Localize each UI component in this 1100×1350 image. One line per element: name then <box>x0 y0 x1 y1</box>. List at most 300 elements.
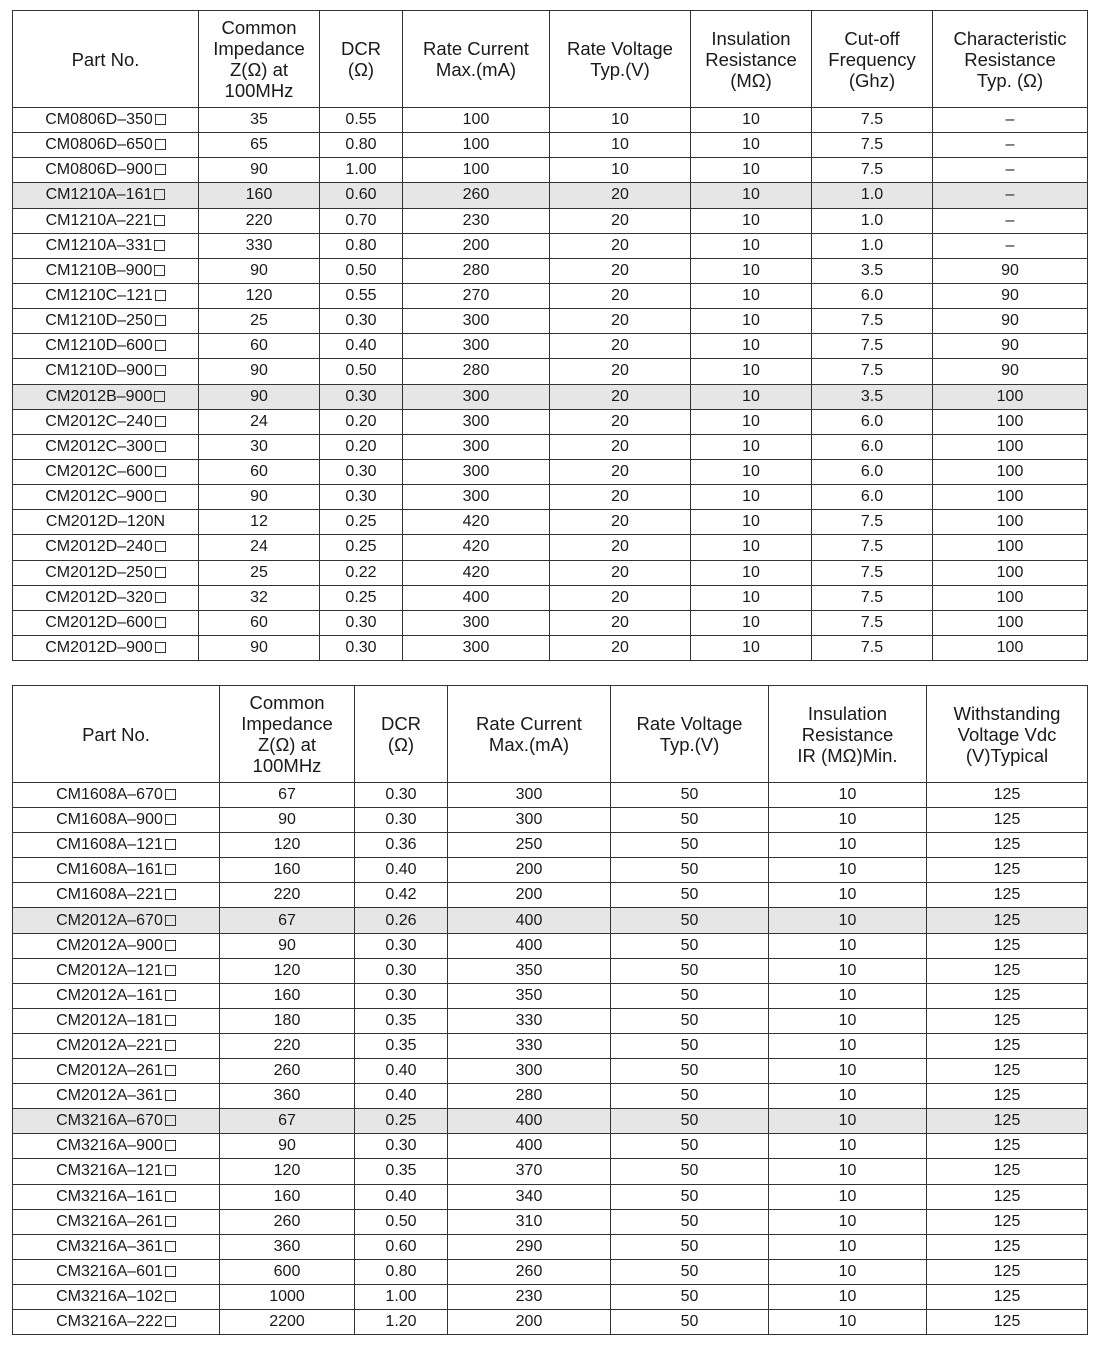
table-cell: 60 <box>199 610 320 635</box>
table-cell: 400 <box>448 908 611 933</box>
table-cell: 20 <box>550 384 691 409</box>
table-cell: 1.00 <box>320 158 403 183</box>
suffix-box-icon <box>154 215 165 226</box>
suffix-box-icon <box>165 915 176 926</box>
column-header: Insulation Resistance IR (MΩ)Min. <box>769 686 927 783</box>
table-cell: 0.30 <box>355 808 448 833</box>
table-cell: 300 <box>403 384 550 409</box>
table-cell: 6.0 <box>812 283 933 308</box>
table-row <box>13 1008 1088 1033</box>
part-number: CM1210C–121 <box>45 287 153 305</box>
part-number-cell <box>13 183 199 208</box>
table-2-body <box>13 783 1088 1335</box>
table-cell: 20 <box>550 283 691 308</box>
suffix-box-icon <box>155 541 166 552</box>
column-header: Rate Current Max.(mA) <box>403 11 550 108</box>
part-number: CM3216A–222 <box>56 1313 163 1331</box>
table-cell: 65 <box>199 133 320 158</box>
table-cell: 10 <box>691 283 812 308</box>
part-number-cell <box>13 309 199 334</box>
table-cell: 7.5 <box>812 585 933 610</box>
table-cell: 0.30 <box>320 485 403 510</box>
table-cell: 10 <box>691 434 812 459</box>
table-cell: 0.30 <box>355 933 448 958</box>
table-cell: 7.5 <box>812 133 933 158</box>
table-cell: 0.50 <box>320 258 403 283</box>
part-number-cell <box>13 334 199 359</box>
table-cell: 220 <box>220 883 355 908</box>
column-header: Rate Voltage Typ.(V) <box>550 11 691 108</box>
part-number-cell <box>13 359 199 384</box>
table-cell: 0.30 <box>320 384 403 409</box>
part-number-cell <box>13 635 199 660</box>
table-cell: 90 <box>933 258 1088 283</box>
table-cell: 20 <box>550 459 691 484</box>
part-number: CM1210A–221 <box>45 211 153 229</box>
table-cell: 370 <box>448 1159 611 1184</box>
part-number: CM2012D–900 <box>45 639 153 657</box>
table-cell: 50 <box>611 1109 769 1134</box>
part-number: CM3216A–670 <box>56 1112 163 1130</box>
table-cell: 20 <box>550 585 691 610</box>
table-cell: 300 <box>448 808 611 833</box>
part-number-cell <box>13 1059 220 1084</box>
table-cell: 0.30 <box>320 309 403 334</box>
table-cell: 50 <box>611 1184 769 1209</box>
suffix-box-icon <box>165 940 176 951</box>
table-cell: 0.50 <box>320 359 403 384</box>
table-cell: 50 <box>611 1209 769 1234</box>
table-cell: 50 <box>611 1234 769 1259</box>
table-cell: 0.30 <box>355 1134 448 1159</box>
table-row <box>13 409 1088 434</box>
suffix-box-icon <box>155 441 166 452</box>
table-cell: 0.30 <box>355 783 448 808</box>
part-number-cell <box>13 1209 220 1234</box>
table-row <box>13 1084 1088 1109</box>
table-cell: 100 <box>933 510 1088 535</box>
table-cell: 10 <box>769 1109 927 1134</box>
column-header: Common Impedance Z(Ω) at 100MHz <box>220 686 355 783</box>
table-cell: 200 <box>448 883 611 908</box>
part-number-cell <box>13 610 199 635</box>
table-cell: 24 <box>199 535 320 560</box>
table-cell: 50 <box>611 783 769 808</box>
table-cell: 125 <box>927 958 1088 983</box>
table-cell: 10 <box>769 958 927 983</box>
table-cell: 10 <box>769 833 927 858</box>
part-number-cell <box>13 384 199 409</box>
table-cell: 50 <box>611 933 769 958</box>
table-cell: 420 <box>403 560 550 585</box>
table-cell: 300 <box>403 635 550 660</box>
table-cell: 20 <box>550 535 691 560</box>
suffix-box-icon <box>165 1291 176 1302</box>
table-cell: 7.5 <box>812 510 933 535</box>
table-cell: 0.30 <box>320 635 403 660</box>
table-cell: 125 <box>927 1008 1088 1033</box>
part-number: CM2012A–121 <box>56 961 163 979</box>
suffix-box-icon <box>154 391 165 402</box>
table-cell: 0.36 <box>355 833 448 858</box>
part-number-cell <box>13 1284 220 1309</box>
suffix-box-icon <box>165 1191 176 1202</box>
table-row <box>13 1033 1088 1058</box>
table-cell: 3.5 <box>812 258 933 283</box>
spec-table-2 <box>12 685 1088 1335</box>
table-cell: 10 <box>691 208 812 233</box>
table-cell: 20 <box>550 359 691 384</box>
table-cell: 67 <box>220 783 355 808</box>
part-number: CM3216A–161 <box>56 1187 163 1205</box>
table-cell: 125 <box>927 983 1088 1008</box>
part-number: CM2012C–900 <box>45 488 153 506</box>
table-cell: 125 <box>927 1084 1088 1109</box>
suffix-box-icon <box>165 1216 176 1227</box>
table-row <box>13 359 1088 384</box>
part-number: CM3216A–121 <box>56 1162 163 1180</box>
table-row <box>13 1059 1088 1084</box>
table-row <box>13 1209 1088 1234</box>
column-header: Withstanding Voltage Vdc (V)Typical <box>927 686 1088 783</box>
table-cell: 0.40 <box>320 334 403 359</box>
table-cell: 125 <box>927 1259 1088 1284</box>
table-cell: 0.30 <box>320 459 403 484</box>
part-number: CM1608A–670 <box>56 786 163 804</box>
part-number-cell <box>13 1259 220 1284</box>
table-cell: 0.80 <box>320 133 403 158</box>
table-cell: 0.35 <box>355 1008 448 1033</box>
table-cell: 50 <box>611 1033 769 1058</box>
table-cell: 60 <box>199 459 320 484</box>
table-cell: 120 <box>220 833 355 858</box>
table-cell: 0.55 <box>320 283 403 308</box>
table-1-header-row <box>13 11 1088 108</box>
suffix-box-icon <box>155 365 166 376</box>
table-cell: 0.55 <box>320 108 403 133</box>
table-row <box>13 334 1088 359</box>
part-number-cell <box>13 783 220 808</box>
table-cell: 0.26 <box>355 908 448 933</box>
column-header: Part No. <box>13 686 220 783</box>
table-row <box>13 1159 1088 1184</box>
table-cell: 10 <box>769 858 927 883</box>
table-cell: 0.25 <box>320 535 403 560</box>
part-number: CM3216A–900 <box>56 1137 163 1155</box>
table-cell: 6.0 <box>812 409 933 434</box>
table-cell: 90 <box>220 933 355 958</box>
part-number-cell <box>13 283 199 308</box>
table-cell: 10 <box>769 783 927 808</box>
table-cell: 7.5 <box>812 610 933 635</box>
table-cell: 160 <box>220 983 355 1008</box>
part-number-cell <box>13 233 199 258</box>
part-number-cell <box>13 1184 220 1209</box>
table-cell: 260 <box>220 1209 355 1234</box>
table-cell: 50 <box>611 983 769 1008</box>
table-cell: 400 <box>448 933 611 958</box>
table-cell: 0.35 <box>355 1033 448 1058</box>
table-cell: 10 <box>691 133 812 158</box>
table-cell: 7.5 <box>812 560 933 585</box>
table-cell: 10 <box>691 233 812 258</box>
table-cell: 10 <box>550 158 691 183</box>
table-cell: 0.40 <box>355 1084 448 1109</box>
part-number: CM2012A–670 <box>56 911 163 929</box>
table-cell: 90 <box>220 808 355 833</box>
table-cell: 10 <box>691 384 812 409</box>
part-number-cell <box>13 485 199 510</box>
table-cell: 330 <box>448 1033 611 1058</box>
table-cell: 125 <box>927 808 1088 833</box>
part-number: CM1210B–900 <box>45 261 153 279</box>
suffix-box-icon <box>165 789 176 800</box>
table-cell: 50 <box>611 958 769 983</box>
table-cell: 20 <box>550 635 691 660</box>
table-cell: 20 <box>550 560 691 585</box>
table-cell: 90 <box>220 1134 355 1159</box>
table-cell: 420 <box>403 535 550 560</box>
table-cell: 7.5 <box>812 108 933 133</box>
part-number-cell <box>13 1084 220 1109</box>
table-cell: 7.5 <box>812 158 933 183</box>
table-cell: 100 <box>403 108 550 133</box>
table-cell: 10 <box>769 1008 927 1033</box>
table-cell: 0.25 <box>320 585 403 610</box>
suffix-box-icon <box>155 114 166 125</box>
table-cell: 125 <box>927 1234 1088 1259</box>
table-cell: 50 <box>611 1134 769 1159</box>
table-cell: 20 <box>550 434 691 459</box>
table-cell: 10 <box>691 158 812 183</box>
table-cell: 220 <box>220 1033 355 1058</box>
table-cell: 10 <box>769 808 927 833</box>
part-number: CM2012D–320 <box>45 588 153 606</box>
suffix-box-icon <box>165 1040 176 1051</box>
part-number: CM2012A–181 <box>56 1011 163 1029</box>
table-cell: 0.25 <box>355 1109 448 1134</box>
table-cell: 10 <box>769 1234 927 1259</box>
table-cell: 330 <box>199 233 320 258</box>
table-cell: 7.5 <box>812 334 933 359</box>
part-number: CM2012A–900 <box>56 936 163 954</box>
table-row <box>13 1184 1088 1209</box>
column-header: Common Impedance Z(Ω) at 100MHz <box>199 11 320 108</box>
table-1-body <box>13 108 1088 661</box>
table-row <box>13 1259 1088 1284</box>
table-row <box>13 1134 1088 1159</box>
table-cell: 90 <box>199 635 320 660</box>
table-cell: 0.80 <box>355 1259 448 1284</box>
table-cell: 24 <box>199 409 320 434</box>
part-number: CM3216A–102 <box>56 1287 163 1305</box>
table-row <box>13 1109 1088 1134</box>
part-number: CM1608A–121 <box>56 836 163 854</box>
table-row <box>13 459 1088 484</box>
table-cell: 1.00 <box>355 1284 448 1309</box>
table-cell: 125 <box>927 1184 1088 1209</box>
table-cell: 125 <box>927 933 1088 958</box>
table-cell: 100 <box>403 158 550 183</box>
suffix-box-icon <box>165 965 176 976</box>
table-cell: 50 <box>611 1159 769 1184</box>
part-number: CM2012C–240 <box>45 412 153 430</box>
table-cell: 100 <box>933 409 1088 434</box>
table-cell: 50 <box>611 808 769 833</box>
table-cell: 160 <box>220 858 355 883</box>
table-cell: 125 <box>927 1134 1088 1159</box>
suffix-box-icon <box>165 1090 176 1101</box>
table-cell: 350 <box>448 958 611 983</box>
table-cell: 10 <box>691 108 812 133</box>
table-cell: 10 <box>769 1259 927 1284</box>
table-cell: 10 <box>691 585 812 610</box>
table-cell: 0.30 <box>320 610 403 635</box>
table-cell: 360 <box>220 1234 355 1259</box>
table-cell: 340 <box>448 1184 611 1209</box>
table-row <box>13 384 1088 409</box>
table-row <box>13 908 1088 933</box>
table-cell: 100 <box>933 635 1088 660</box>
table-cell: 0.25 <box>320 510 403 535</box>
table-cell: 10 <box>769 933 927 958</box>
table-cell: 10 <box>769 1033 927 1058</box>
suffix-box-icon <box>165 839 176 850</box>
part-number-cell <box>13 1008 220 1033</box>
table-cell: – <box>933 158 1088 183</box>
table-row <box>13 883 1088 908</box>
table-cell: 290 <box>448 1234 611 1259</box>
table-cell: 12 <box>199 510 320 535</box>
part-number: CM1608A–900 <box>56 811 163 829</box>
table-cell: 7.5 <box>812 359 933 384</box>
table-cell: 200 <box>448 858 611 883</box>
table-cell: 20 <box>550 208 691 233</box>
table-cell: 0.30 <box>355 958 448 983</box>
part-number: CM0806D–900 <box>45 161 153 179</box>
table-cell: 10 <box>769 1084 927 1109</box>
table-cell: 280 <box>448 1084 611 1109</box>
table-cell: 230 <box>448 1284 611 1309</box>
table-cell: 10 <box>691 485 812 510</box>
suffix-box-icon <box>165 1241 176 1252</box>
table-cell: 125 <box>927 1033 1088 1058</box>
part-number: CM1210D–250 <box>45 312 153 330</box>
table-cell: 125 <box>927 1159 1088 1184</box>
table-cell: 20 <box>550 409 691 434</box>
table-row <box>13 233 1088 258</box>
part-number: CM3216A–261 <box>56 1212 163 1230</box>
table-cell: 0.40 <box>355 1059 448 1084</box>
table-cell: 6.0 <box>812 485 933 510</box>
column-header: DCR (Ω) <box>320 11 403 108</box>
table-row <box>13 808 1088 833</box>
suffix-box-icon <box>165 1065 176 1076</box>
table-cell: 2200 <box>220 1309 355 1334</box>
table-cell: 0.42 <box>355 883 448 908</box>
suffix-box-icon <box>165 990 176 1001</box>
table-cell: 10 <box>550 108 691 133</box>
table-cell: 30 <box>199 434 320 459</box>
table-cell: – <box>933 233 1088 258</box>
table-row <box>13 783 1088 808</box>
table-cell: 100 <box>933 610 1088 635</box>
part-number-cell <box>13 1234 220 1259</box>
suffix-box-icon <box>154 265 165 276</box>
table-cell: 100 <box>933 560 1088 585</box>
table-cell: 10 <box>691 334 812 359</box>
table-cell: 0.20 <box>320 409 403 434</box>
part-number-cell <box>13 585 199 610</box>
table-cell: 0.60 <box>355 1234 448 1259</box>
part-number: CM2012A–221 <box>56 1036 163 1054</box>
table-cell: 90 <box>199 158 320 183</box>
table-cell: 20 <box>550 485 691 510</box>
part-number-cell <box>13 108 199 133</box>
table-cell: 125 <box>927 783 1088 808</box>
table-row <box>13 283 1088 308</box>
column-header: DCR (Ω) <box>355 686 448 783</box>
table-cell: 20 <box>550 334 691 359</box>
table-cell: 10 <box>769 1134 927 1159</box>
table-cell: 125 <box>927 1059 1088 1084</box>
table-cell: 300 <box>448 1059 611 1084</box>
table-cell: 10 <box>769 1159 927 1184</box>
column-header: Characteristic Resistance Typ. (Ω) <box>933 11 1088 108</box>
table-row <box>13 133 1088 158</box>
table-cell: 50 <box>611 1008 769 1033</box>
table-row <box>13 535 1088 560</box>
part-number-cell <box>13 158 199 183</box>
part-number-cell <box>13 1309 220 1334</box>
table-cell: 50 <box>611 1059 769 1084</box>
table-cell: 90 <box>199 384 320 409</box>
suffix-box-icon <box>155 592 166 603</box>
column-header: Part No. <box>13 11 199 108</box>
part-number: CM1210D–900 <box>45 362 153 380</box>
table-cell: 300 <box>403 434 550 459</box>
table-cell: 120 <box>220 1159 355 1184</box>
part-number: CM1210A–161 <box>45 186 153 204</box>
part-number: CM2012C–300 <box>45 437 153 455</box>
table-cell: 100 <box>933 434 1088 459</box>
table-cell: 20 <box>550 258 691 283</box>
table-cell: 1000 <box>220 1284 355 1309</box>
suffix-box-icon <box>165 1115 176 1126</box>
table-cell: 90 <box>199 258 320 283</box>
column-header: Cut-off Frequency (Ghz) <box>812 11 933 108</box>
table-row <box>13 485 1088 510</box>
part-number: CM1210A–331 <box>45 236 153 254</box>
part-number: CM1608A–221 <box>56 886 163 904</box>
table-cell: 230 <box>403 208 550 233</box>
suffix-box-icon <box>155 139 166 150</box>
table-cell: 90 <box>199 359 320 384</box>
table-cell: 10 <box>691 610 812 635</box>
table-cell: 220 <box>199 208 320 233</box>
table-cell: 0.20 <box>320 434 403 459</box>
table-cell: 50 <box>611 908 769 933</box>
table-cell: 125 <box>927 1309 1088 1334</box>
table-cell: 300 <box>403 409 550 434</box>
table-cell: 280 <box>403 258 550 283</box>
table-cell: 50 <box>611 858 769 883</box>
table-cell: 50 <box>611 833 769 858</box>
part-number-cell <box>13 808 220 833</box>
table-cell: 300 <box>403 459 550 484</box>
table-cell: 10 <box>691 459 812 484</box>
table-row <box>13 610 1088 635</box>
